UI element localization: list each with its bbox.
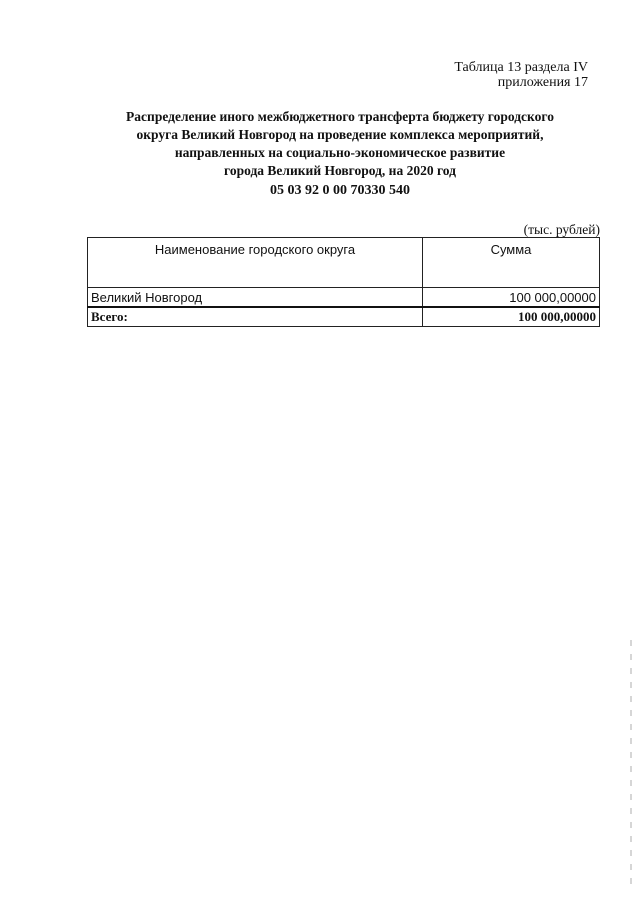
table-reference-line-2: приложения 17 bbox=[497, 75, 588, 90]
amount-cell: 100 000,00000 bbox=[423, 288, 600, 308]
table-row bbox=[88, 288, 600, 308]
budget-classification-code: 05 03 92 0 00 70330 540 bbox=[270, 183, 410, 198]
header-district-name: Наименование городского округа bbox=[88, 238, 423, 288]
title-line-3: направленных на социально-экономическое развитие bbox=[174, 145, 506, 160]
table-reference bbox=[454, 60, 588, 90]
document-title bbox=[80, 108, 600, 180]
title-line-4: города Великий Новгород, на 2020 год bbox=[224, 163, 456, 178]
total-label: Всего: bbox=[88, 307, 423, 327]
total-row bbox=[88, 307, 600, 327]
distribution-table bbox=[87, 237, 600, 327]
scan-artifact bbox=[630, 640, 632, 890]
table-header-row bbox=[88, 238, 600, 288]
table-reference-line-1: Таблица 13 раздела IV bbox=[454, 60, 588, 75]
units-label: (тыс. рублей) bbox=[523, 222, 600, 237]
title-line-2: округа Великий Новгород на проведение комплекса мероприятий, bbox=[136, 127, 544, 142]
district-name-cell: Великий Новгород bbox=[88, 288, 423, 308]
header-amount: Сумма bbox=[423, 238, 600, 288]
total-amount: 100 000,00000 bbox=[423, 307, 600, 327]
title-line-1: Распределение иного межбюджетного трансферта бюджету городского bbox=[126, 109, 554, 124]
